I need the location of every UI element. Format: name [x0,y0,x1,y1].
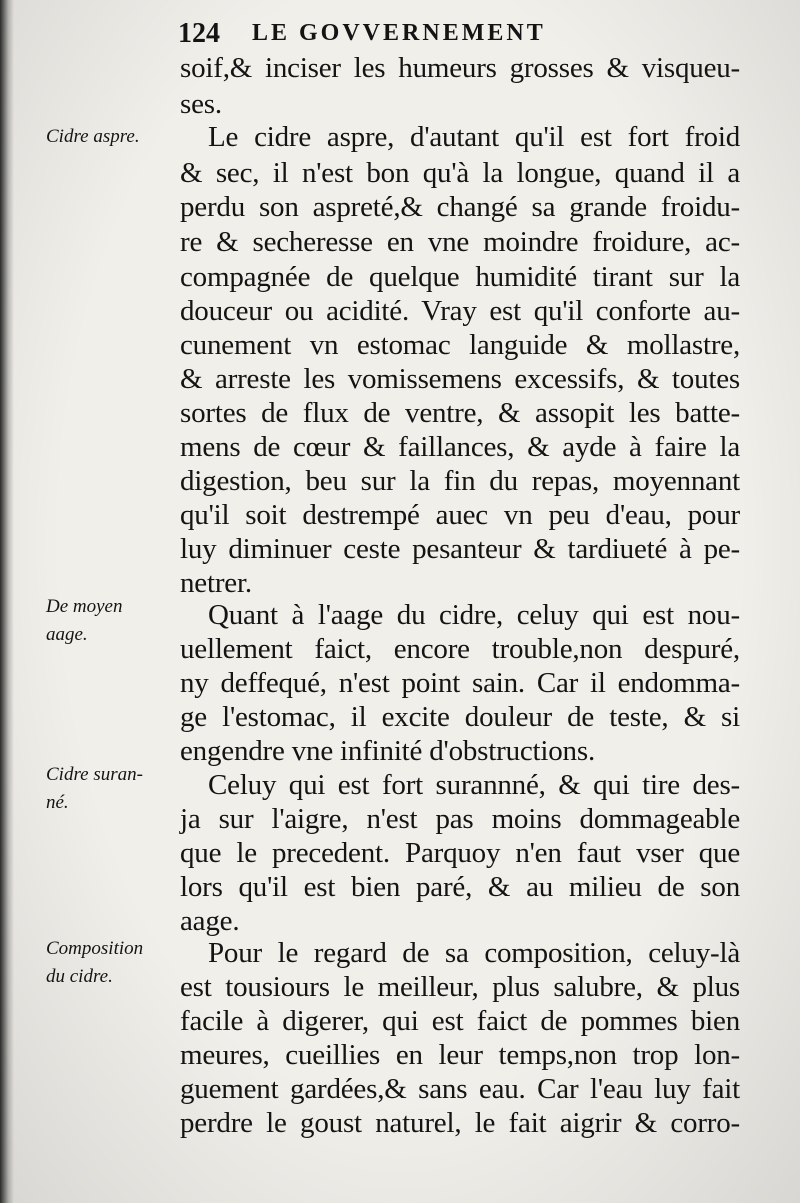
text-line: facile à digerer, qui est faict de pommes bien [180,1005,740,1037]
text-line: ge l'estomac, il excite douleur de teste, & si [180,701,740,733]
text-line: netrer. [180,567,252,599]
page-gutter-shadow [0,0,14,1203]
text-line: uellement faict, encore trouble,non despuré, [180,633,740,665]
margin-note-de-moyen: De moyen [46,596,123,617]
text-line: meures, cueillies en leur temps,non trop lon- [180,1039,740,1071]
text-line: est tousiours le meilleur, plus salubre, & plus [180,971,740,1003]
text-line: Quant à l'aage du cidre, celuy qui est nou- [208,599,740,631]
text-line: re & secheresse en vne moindre froidure, ac- [180,226,740,258]
text-line: perdu son aspreté,& changé sa grande froidu- [180,191,740,223]
margin-note-composition: Composition [46,938,144,959]
margin-note-cidre-aspre: Cidre aspre. [46,126,140,147]
margin-note-ne: né. [46,792,69,813]
text-line: cunement vn estomac languide & mollastre, [180,329,740,361]
text-line: & arreste les vomissemens excessifs, & toutes [180,363,740,395]
text-line: digestion, beu sur la fin du repas, moyennant [180,465,740,497]
running-head [178,14,648,54]
text-line: sortes de flux de ventre, & assopit les batte- [180,397,740,429]
margin-note-du-cidre: du cidre. [46,966,113,987]
text-line: luy diminuer ceste pesanteur & tardiueté à pe- [180,533,740,565]
running-title: LE GOVVERNEMENT [252,20,546,46]
text-line: engendre vne infinité d'obstructions. [180,735,595,767]
text-line: ses. [180,88,222,120]
text-line: douceur ou acidité. Vray est qu'il conforte au- [180,295,740,327]
text-line: perdre le goust naturel, le fait aigrir & corro- [180,1107,740,1139]
text-line: mens de cœur & faillances, & ayde à faire la [180,431,740,463]
text-line: Le cidre aspre, d'autant qu'il est fort froid [208,121,740,153]
margin-note-aage: aage. [46,624,88,645]
text-line: guement gardées,& sans eau. Car l'eau luy fait [180,1073,740,1105]
text-line: qu'il soit destrempé auec vn peu d'eau, pour [180,499,740,531]
text-line: lors qu'il est bien paré, & au milieu de son [180,871,740,903]
text-line: soif,& inciser les humeurs grosses & visqueu- [180,52,740,84]
text-line: ja sur l'aigre, n'est pas moins dommageable [180,803,740,835]
text-line: aage. [180,905,240,937]
text-line: ny deffequé, n'est point sain. Car il endomma- [180,667,740,699]
text-line: Celuy qui est fort surannné, & qui tire des- [208,769,740,801]
page-number: 124 [178,18,220,49]
text-line: & sec, il n'est bon qu'à la longue, quand il a [180,157,740,189]
margin-note-cidre-suranne: Cidre suran- [46,764,143,785]
text-line: compagnée de quelque humidité tirant sur la [180,261,740,293]
text-line: Pour le regard de sa composition, celuy-là [208,937,740,969]
text-line: que le precedent. Parquoy n'en faut vser que [180,837,740,869]
